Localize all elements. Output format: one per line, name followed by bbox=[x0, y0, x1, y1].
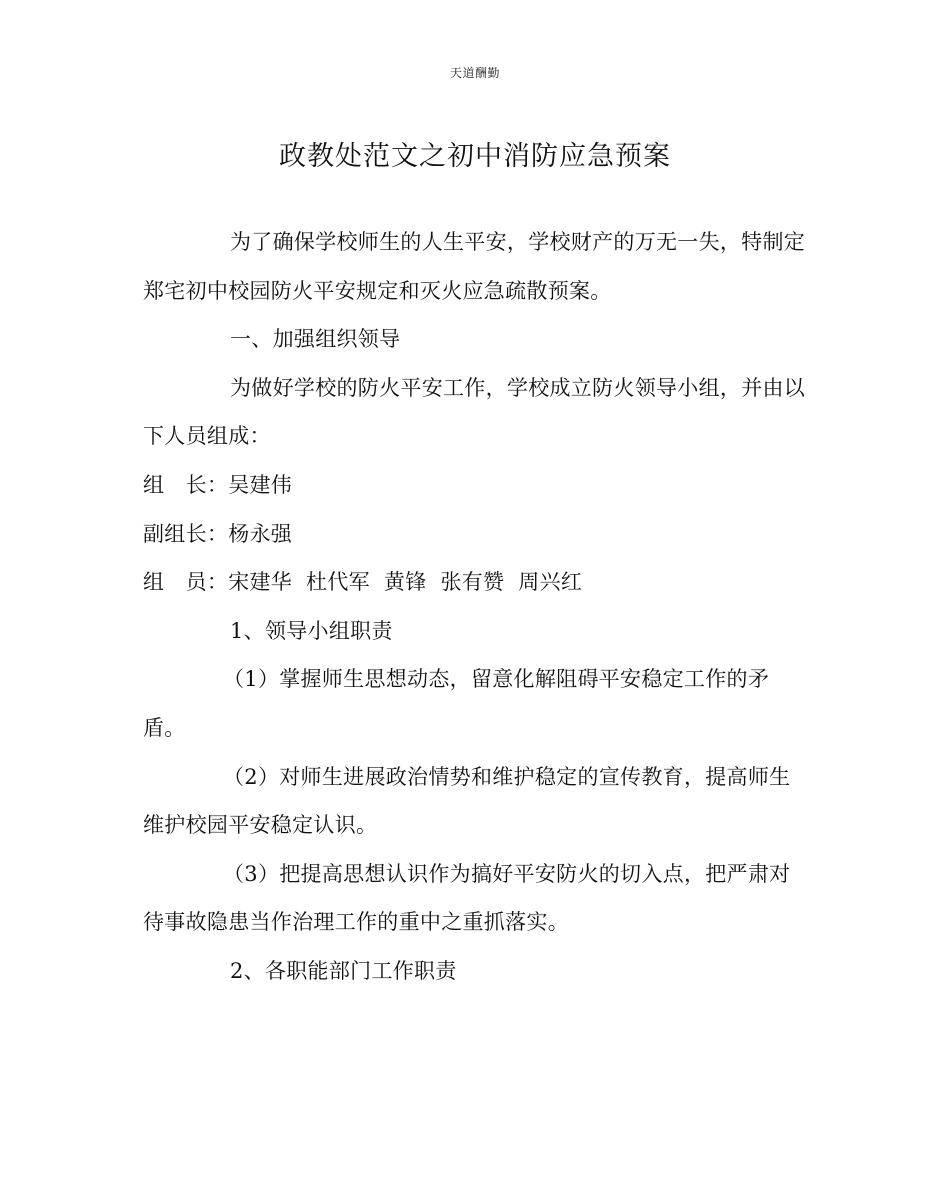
deputy-leader-line: 副组长：杨永强 bbox=[143, 521, 293, 546]
intro-paragraph: 为了确保学校师生的人生平安，学校财产的万无一失，特制定郑宅初中校园防火平安规定和灭火应急疏散预案。 bbox=[143, 230, 806, 303]
members-line: 组 员：宋建华 杜代军 黄锋 张有赞 周兴红 bbox=[143, 570, 583, 595]
document-body bbox=[143, 218, 808, 996]
subsection-heading-department-duties: 2、各职能部门工作职责 bbox=[230, 958, 457, 983]
document-title: 政教处范文之初中消防应急预案 bbox=[279, 141, 671, 172]
duty-item-3: （3）把提高思想认识作为搞好平安防火的切入点，把严肃对待事故隐患当作治理工作的重中之重抓落实。 bbox=[143, 861, 791, 935]
section-organization-paragraph: 为做好学校的防火平安工作，学校成立防火领导小组，并由以下人员组成： bbox=[143, 375, 806, 449]
subsection-heading-leadership-duties: 1、领导小组职责 bbox=[230, 618, 393, 643]
page-header: 天道酬勤 bbox=[449, 66, 500, 80]
duty-item-2: （2）对师生进展政治情势和维护稳定的宣传教育，提高师生维护校园平安稳定认识。 bbox=[143, 764, 791, 838]
leader-line: 组 长：吴建伟 bbox=[143, 472, 293, 497]
section-heading-organization: 一、加强组织领导 bbox=[230, 327, 401, 352]
duty-item-1: （1）掌握师生思想动态，留意化解阻碍平安稳定工作的矛盾。 bbox=[143, 667, 770, 740]
